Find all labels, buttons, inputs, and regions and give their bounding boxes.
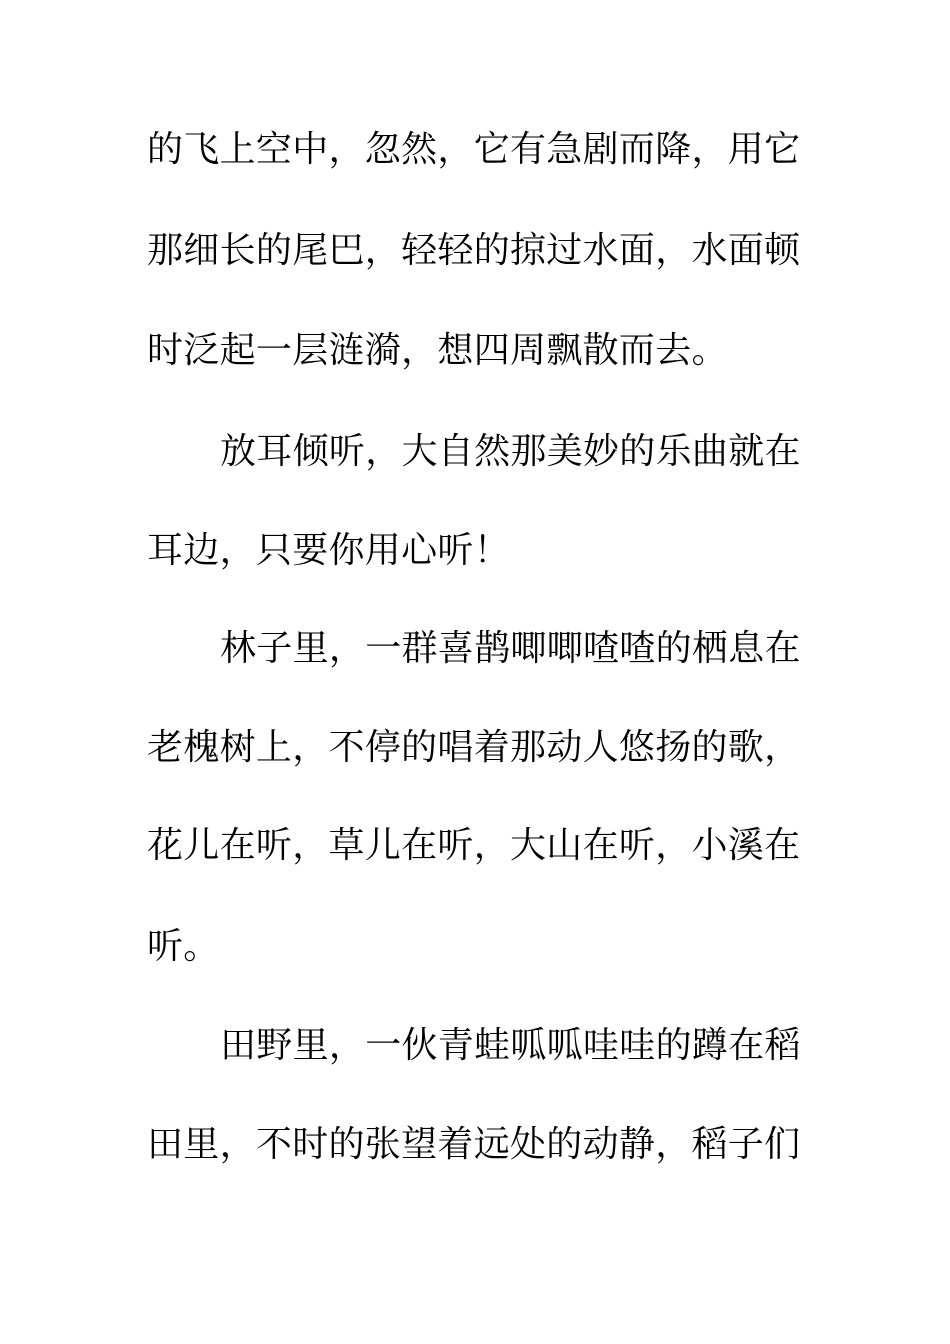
text-line: 那细长的尾巴，轻轻的掠过水面，水面顿 [147,230,801,271]
paragraph-first-line: 田野里，一伙青蛙呱呱哇哇的蹲在稻 [220,1025,801,1066]
text-line: 耳边，只要你用心听！ [147,530,511,571]
paragraph-first-line: 放耳倾听，大自然那美妙的乐曲就在 [220,431,801,472]
text-line: 田里，不时的张望着远处的动静，稻子们 [147,1124,801,1165]
text-line: 的飞上空中，忽然，它有急剧而降，用它 [147,129,801,170]
text-line: 听。 [147,926,220,967]
text-line: 花儿在听，草儿在听，大山在听，小溪在 [147,825,801,866]
paragraph-first-line: 林子里，一群喜鹊唧唧喳喳的栖息在 [220,628,801,669]
text-line: 老槐树上，不停的唱着那动人悠扬的歌， [147,727,801,768]
text-line: 时泛起一层涟漪，想四周飘散而去。 [147,330,728,371]
